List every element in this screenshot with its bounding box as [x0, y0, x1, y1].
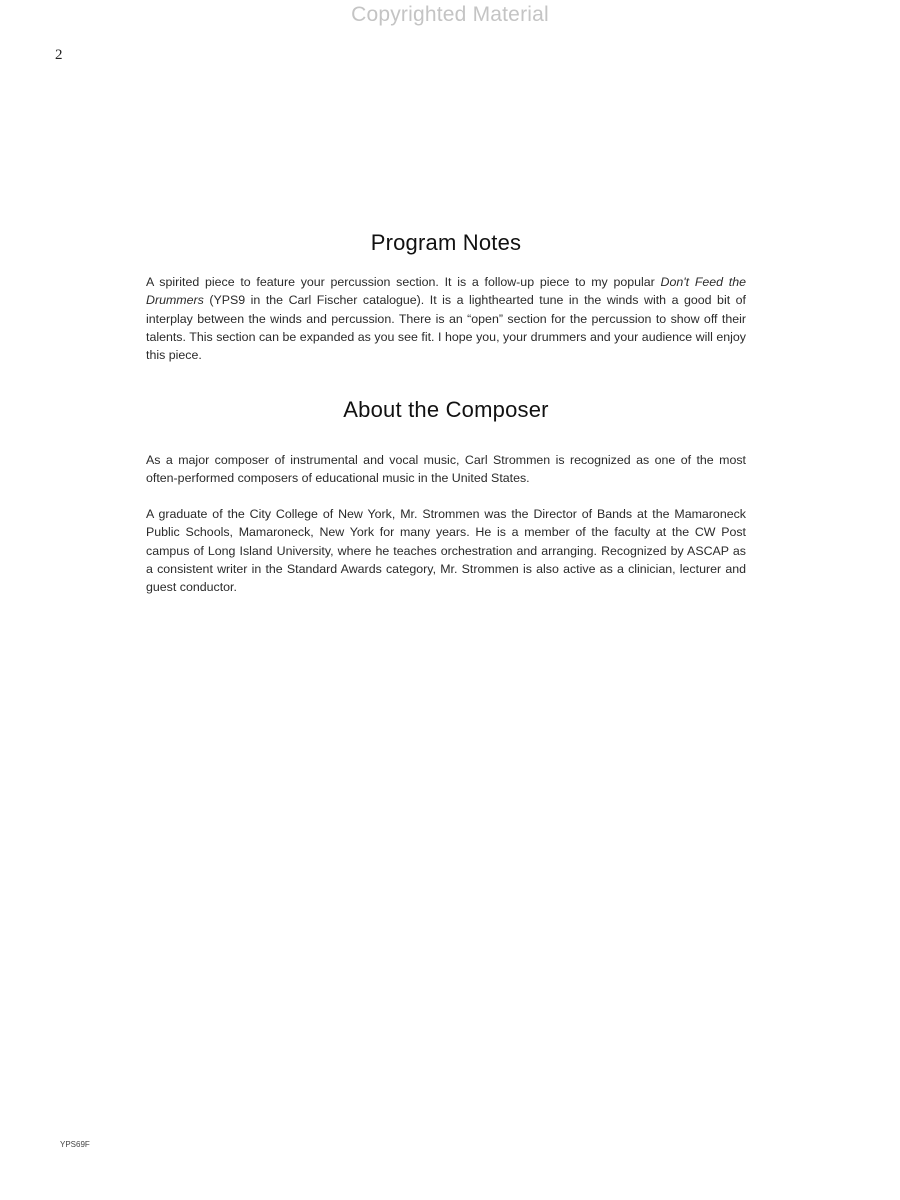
composer-paragraph-2: A graduate of the City College of New York, Mr. Strommen was the Director of Bands at the Mamaroneck Public Schools, Mamaroneck, New York for many years. He is a member of the faculty at the CW Post campus of Long Island University, where he teaches orchestration and arranging. Recognized by ASCAP as a consistent writer in the Standard Awards category, Mr. Strommen is also active as a clinician, lecturer and guest conductor. [146, 507, 746, 595]
piece-title: Don't Feed the Drummers [146, 275, 747, 308]
about-composer-section-2 [146, 505, 746, 596]
program-notes-text-start: A spirited piece to feature your percussion section. It is a follow-up piece to my popular [146, 275, 661, 289]
program-notes-paragraph [146, 273, 746, 364]
catalog-code: YPS69F [60, 1140, 90, 1149]
about-composer-section-1 [146, 451, 746, 488]
program-notes-heading: Program Notes [370, 230, 522, 255]
copyright-watermark: Copyrighted Material [351, 3, 549, 26]
program-notes-text-end: (YPS9 in the Carl Fischer catalogue). It is a lighthearted tune in the winds with a good bit of interplay between the winds and percussion. There is an “open” section for the percussion to show off their talents. This section can be expanded as you see fit. I hope you, your drummers and your audience will enjoy this piece. [146, 293, 746, 363]
about-composer-heading: About the Composer [343, 397, 549, 422]
page-number: 2 [55, 47, 63, 63]
composer-paragraph-1: As a major composer of instrumental and vocal music, Carl Strommen is recognized as one of the most often-performed composers of educational music in the United States. [146, 453, 746, 486]
program-notes-section [146, 273, 746, 364]
